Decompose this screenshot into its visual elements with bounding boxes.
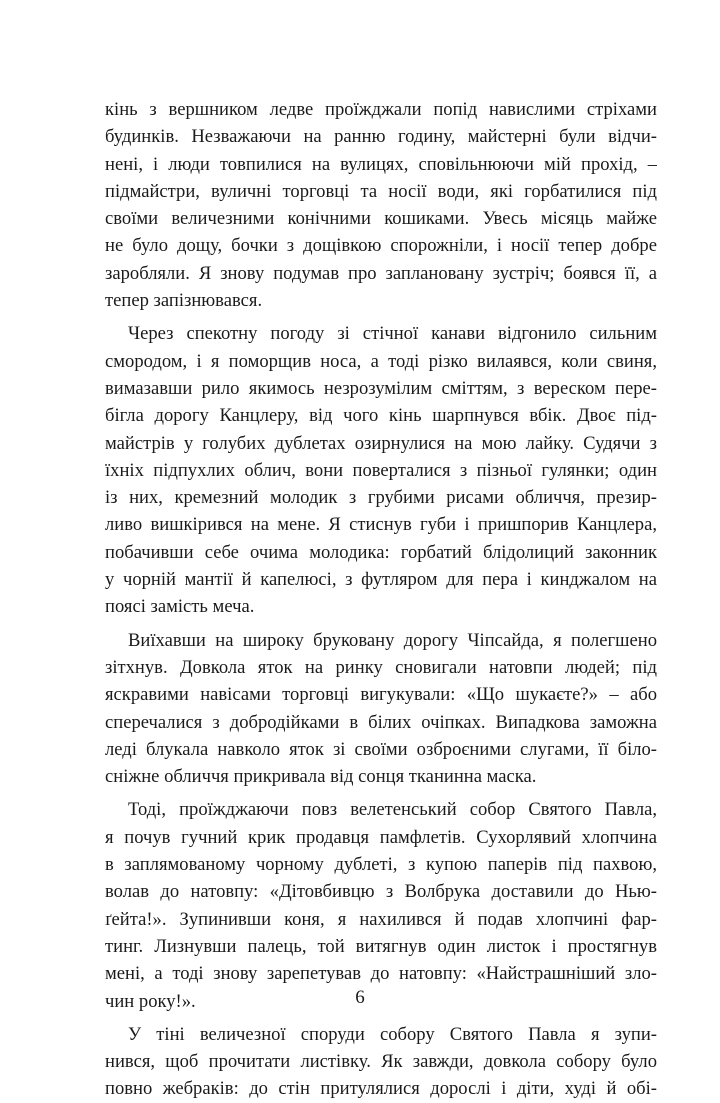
text-line: майстрів у голубих дублетах озирнулися на мою лайку. Судячи з	[105, 432, 657, 454]
text-line: волав до натовпу: «Дітовбивцю з Волбрука доставили до Нью-	[105, 881, 657, 903]
text-line: у чорній мантії й капелюсі, з футляром для пера і кинджалом на	[105, 569, 657, 591]
text-line: повно жебраків: до стін притулялися дорослі і діти, худі й обі-	[105, 1078, 657, 1100]
text-line: кінь з вершником ледве проїжджали попід навислими стріхами	[105, 99, 657, 120]
text-line: Виїхавши на широку бруковану дорогу Чіпсайда, я полегшено	[128, 629, 657, 651]
paragraph	[105, 320, 657, 620]
text-line: я почув гучний крик продавця памфлетів. Сухорлявий хлопчина	[105, 826, 657, 848]
text-line: їхніх підпухлих облич, вони поверталися з пізньої гулянки; один	[105, 459, 657, 481]
paragraph	[105, 96, 657, 314]
text-line: своїми величезними конічними кошиками. Увесь місяць майже	[105, 208, 657, 230]
text-line: підмайстри, вуличні торговці та носії води, які горбатилися під	[105, 180, 657, 202]
text-line: не було дощу, бочки з дощівкою спорожніли, і носії тепер добре	[105, 235, 657, 257]
paragraph	[105, 627, 657, 791]
text-line: сніжне обличчя прикривала від сонця тканинна маска.	[105, 766, 537, 788]
text-line: смородом, і я поморщив носа, а тоді різко вилаявся, коли свиня,	[105, 350, 657, 372]
text-line: нені, і люди товпилися на вулицях, сповільнюючи мій прохід, –	[105, 153, 657, 175]
text-line: мені, а тоді знову зарепетував до натовпу: «Найстрашніший зло-	[105, 963, 657, 985]
text-line: ливо вишкірився на мене. Я стиснув губи і пришпорив Канцлера,	[105, 514, 657, 536]
text-line: Через спекотну погоду зі стічної канави відгонило сильним	[128, 323, 657, 345]
text-line: будинків. Незважаючи на ранню годину, майстерні були відчи-	[105, 126, 657, 148]
body-text	[105, 96, 657, 1103]
text-line: нився, щоб прочитати листівку. Як завжди, довкола собору було	[105, 1051, 657, 1073]
text-line: яскравими навісами торговці вигукували: «Що шукаєте?» – або	[105, 684, 657, 706]
text-line: сперечалися з добродійками в білих очіпках. Випадкова заможна	[105, 711, 657, 733]
text-line: побачивши себе очима молодика: горбатий блідолиций законник	[105, 541, 657, 563]
text-line: поясі замість меча.	[105, 596, 255, 618]
paragraph	[105, 1021, 657, 1103]
text-line: вимазавши рило якимось незрозумілим сміттям, з вереском пере-	[105, 377, 657, 399]
text-line: леді блукала навколо яток зі своїми озброєними слугами, її біло-	[105, 738, 657, 760]
text-line: ґейта!». Зупинивши коня, я нахилився й подав хлопчині фар-	[105, 908, 657, 930]
paragraph	[105, 796, 657, 1014]
page-number: 6	[355, 987, 365, 1008]
text-line: чин року!».	[105, 990, 196, 1012]
text-line: тинг. Лизнувши палець, той витягнув один листок і простягнув	[105, 935, 657, 957]
text-line: У тіні величезної споруди собору Святого Павла я зупи-	[128, 1023, 657, 1045]
text-line: зітхнув. Довкола яток на ринку сновигали натовпи людей; під	[105, 656, 657, 678]
text-line: тепер запізнювався.	[105, 290, 263, 312]
text-line: Тоді, проїжджаючи повз велетенський собор Святого Павла,	[128, 799, 657, 821]
text-line: в заплямованому чорному дублеті, з купою паперів під пахвою,	[105, 854, 657, 876]
text-line: бігла дорогу Канцлеру, від чого кінь шарпнувся вбік. Двоє під-	[105, 405, 657, 427]
text-line: заробляли. Я знову подумав про заплановану зустріч; боявся її, а	[105, 262, 657, 284]
text-line: із них, кремезний молодик з грубими рисами обличчя, презир-	[105, 487, 657, 509]
